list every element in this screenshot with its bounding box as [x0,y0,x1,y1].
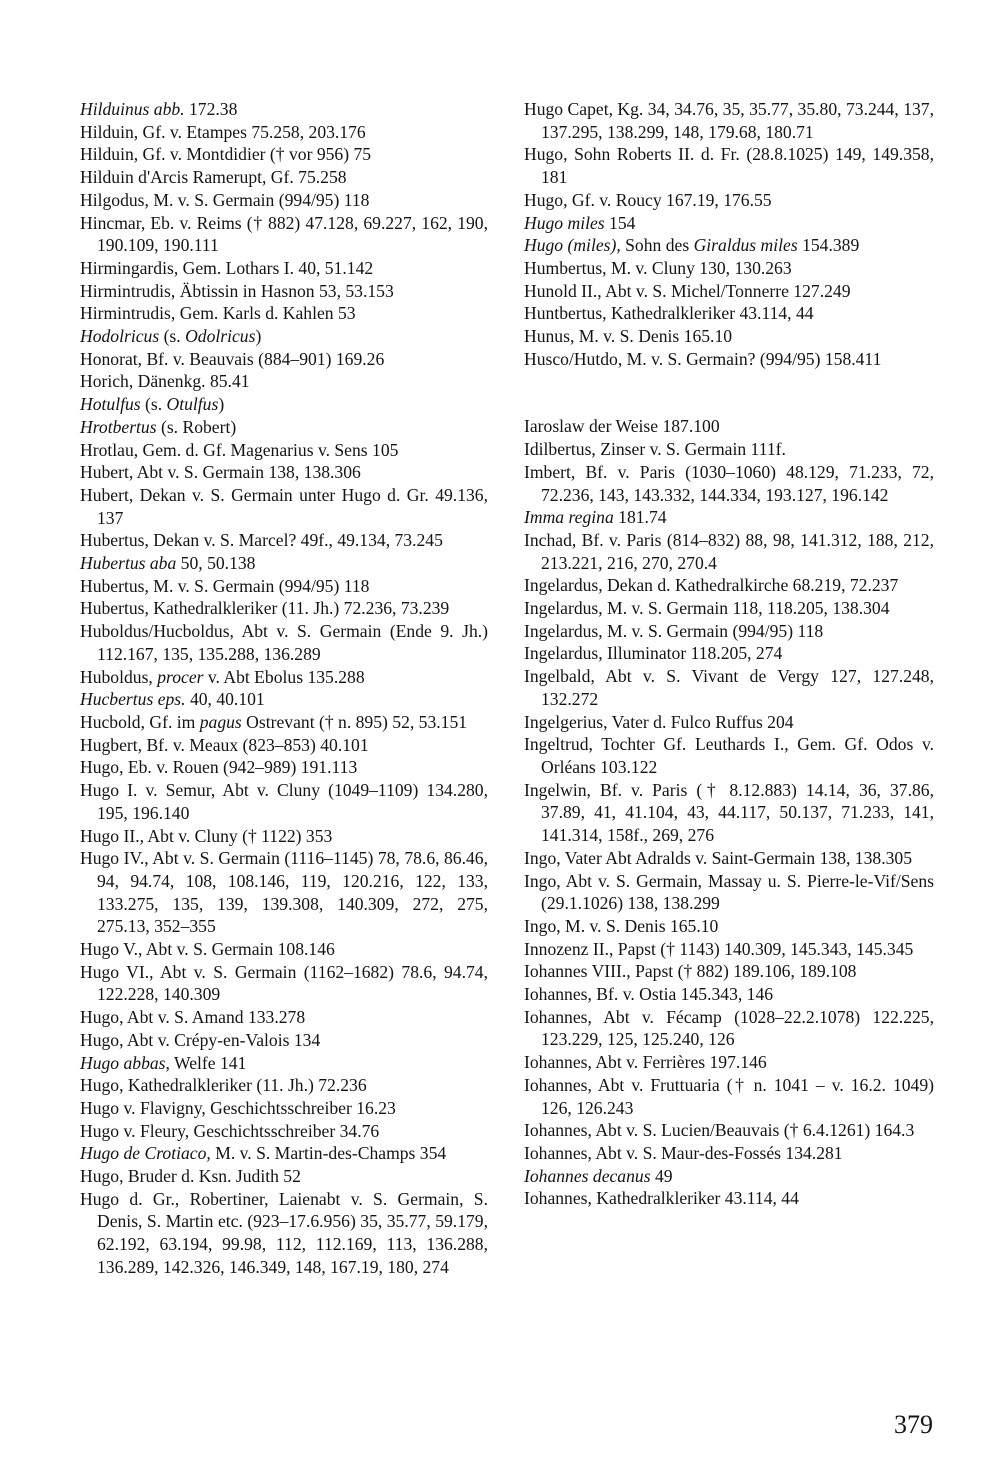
index-column-left [80,98,488,1279]
index-entry: Humbertus, M. v. Cluny 130, 130.263 [524,257,792,278]
index-entry: Iohannes, Abt v. S. Maur-des-Fossés 134.281 [524,1142,843,1163]
index-entry: Hugo VI., Abt v. S. Germain (1162–1682) 78.6, 94.74, 122.228, 140.309 [80,961,488,1005]
page-number: 379 [894,1410,933,1439]
index-entry: Hugo, Abt v. S. Amand 133.278 [80,1007,306,1028]
index-entry: Ingelardus, M. v. S. Germain 118, 118.205, 138.304 [524,598,890,619]
index-entry: Husco/Hutdo, M. v. S. Germain? (994/95) 158.411 [524,348,882,369]
index-entry: Ingo, Vater Abt Adralds v. Saint-Germain 138, 138.305 [524,847,912,868]
index-entry: Ingelgerius, Vater d. Fulco Ruffus 204 [524,711,794,732]
index-entry: Imma regina 181.74 [524,507,667,528]
index-entry: Hugbert, Bf. v. Meaux (823–853) 40.101 [80,734,369,755]
index-entry: Ingelardus, M. v. S. Germain (994/95) 118 [524,620,824,641]
index-entry: Hucbold, Gf. im pagus Ostrevant († n. 895) 52, 53.151 [80,711,468,732]
index-entry: Iohannes, Abt v. Ferrières 197.146 [524,1052,767,1073]
index-entry: Iaroslaw der Weise 187.100 [524,416,720,437]
index-entry: Iohannes, Abt v. Fécamp (1028–22.2.1078) 122.225, 123.229, 125, 125.240, 126 [524,1006,934,1050]
index-entry: Hugo d. Gr., Robertiner, Laienabt v. S. Germain, S. Denis, S. Martin etc. (923–17.6.956) 35, 35.77, 59.179, 62.192, 63.194, 99.98, 112, 112.169, 113, 136.288, 136.289, 142.326, 146.349, 148, 167.19, 180, 274 [80,1188,488,1277]
index-entry: Ingelardus, Illuminator 118.205, 274 [524,643,783,664]
index-entry: Honorat, Bf. v. Beauvais (884–901) 169.26 [80,348,385,369]
index-entry: Inchad, Bf. v. Paris (814–832) 88, 98, 141.312, 188, 212, 213.221, 216, 270, 270.4 [524,529,934,573]
index-entry: Ingelardus, Dekan d. Kathedralkirche 68.219, 72.237 [524,575,899,596]
index-entry: Hugo v. Flavigny, Geschichtsschreiber 16.23 [80,1097,396,1118]
index-entry: Huboldus, procer v. Abt Ebolus 135.288 [80,666,365,687]
index-entry: Hugo miles 154 [524,212,636,233]
index-entry: Hugo Capet, Kg. 34, 34.76, 35, 35.77, 35.80, 73.244, 137, 137.295, 138.299, 148, 179.68, 180.71 [524,99,934,142]
index-entry: Ingelbald, Abt v. S. Vivant de Vergy 127, 127.248, 132.272 [524,666,934,709]
index-entry: Hugo, Gf. v. Roucy 167.19, 176.55 [524,189,772,210]
index-entry: Hugo, Bruder d. Ksn. Judith 52 [80,1166,301,1187]
index-entry: Hubertus, M. v. S. Germain (994/95) 118 [80,575,370,596]
index-entry: Hunus, M. v. S. Denis 165.10 [524,326,733,347]
index-entry: Idilbertus, Zinser v. S. Germain 111f. [524,439,786,460]
index-entry: Iohannes, Abt v. S. Lucien/Beauvais († 6.4.1261) 164.3 [524,1120,915,1141]
index-entry: Iohannes, Kathedralkleriker 43.114, 44 [524,1188,799,1209]
index-entry: Iohannes decanus 49 [524,1165,673,1186]
index-entry: Hilgodus, M. v. S. Germain (994/95) 118 [80,189,370,210]
index-entry: Hrotlau, Gem. d. Gf. Magenarius v. Sens 105 [80,439,399,460]
index-entry: Hucbertus eps. 40, 40.101 [80,689,265,710]
index-entry: Hunold II., Abt v. S. Michel/Tonnerre 127.249 [524,280,851,301]
index-entry: Hirmingardis, Gem. Lothars I. 40, 51.142 [80,257,374,278]
index-entry: Imbert, Bf. v. Paris (1030–1060) 48.129, 71.233, 72, 72.236, 143, 143.332, 144.334, 193.127, 196.142 [524,461,934,505]
index-entry: Hugo, Abt v. Crépy-en-Valois 134 [80,1029,321,1050]
index-entry: Hubertus, Kathedralkleriker (11. Jh.) 72.236, 73.239 [80,598,450,619]
index-entry: Hotulfus (s. Otulfus) [80,394,225,415]
index-entry: Hugo v. Fleury, Geschichtsschreiber 34.76 [80,1120,380,1141]
index-entry: Hubert, Abt v. S. Germain 138, 138.306 [80,462,361,483]
index-entry: Ingo, M. v. S. Denis 165.10 [524,915,719,936]
index-entry: Iohannes, Abt v. Fruttuaria († n. 1041 – v. 16.2. 1049) 126, 126.243 [524,1074,934,1118]
index-entry: Hugo, Sohn Roberts II. d. Fr. (28.8.1025) 149, 149.358, 181 [524,144,934,188]
index-entry: Horich, Dänenkg. 85.41 [80,371,250,392]
index-entry: Hincmar, Eb. v. Reims († 882) 47.128, 69.227, 162, 190, 190.109, 190.111 [80,212,488,256]
index-section-i [524,415,934,1210]
index-entry: Ingeltrud, Tochter Gf. Leuthards I., Gem. Gf. Odos v. Orléans 103.122 [524,734,934,777]
index-entry: Hubert, Dekan v. S. Germain unter Hugo d. Gr. 49.136, 137 [80,484,488,528]
index-column-right [524,98,934,1210]
index-section-h [524,98,934,370]
index-entry: Hugo, Kathedralkleriker (11. Jh.) 72.236 [80,1075,367,1096]
index-entry: Hirmintrudis, Äbtissin in Hasnon 53, 53.153 [80,280,394,301]
index-entry: Hodolricus (s. Odolricus) [80,326,262,347]
index-entry: Hugo de Crotiaco, M. v. S. Martin-des-Champs 354 [80,1143,447,1164]
index-entry: Hugo IV., Abt v. S. Germain (1116–1145) 78, 78.6, 86.46, 94, 94.74, 108, 108.146, 119, 120.216, 122, 133, 133.275, 135, 139, 139.308, 140.309, 272, 275, 275.13, 352–355 [80,848,488,937]
index-entry: Ingelwin, Bf. v. Paris († 8.12.883) 14.14, 36, 37.86, 37.89, 41, 41.104, 43, 44.117, 50.137, 71.233, 141, 141.314, 158f., 269, 276 [524,779,934,846]
index-entry: Hilduin, Gf. v. Etampes 75.258, 203.176 [80,121,366,142]
section-gap [524,370,934,415]
index-entry: Hilduinus abb. 172.38 [80,99,238,119]
index-entry: Hugo, Eb. v. Rouen (942–989) 191.113 [80,757,358,778]
index-entry: Hugo I. v. Semur, Abt v. Cluny (1049–1109) 134.280, 195, 196.140 [80,780,488,823]
index-entry: Hugo V., Abt v. S. Germain 108.146 [80,939,335,960]
index-entry: Hubertus, Dekan v. S. Marcel? 49f., 49.134, 73.245 [80,530,443,551]
index-entry: Ingo, Abt v. S. Germain, Massay u. S. Pierre-le-Vif/Sens (29.1.1026) 138, 138.299 [524,870,934,914]
index-entry: Hugo (miles), Sohn des Giraldus miles 154.389 [524,235,860,256]
index-entry: Hirmintrudis, Gem. Karls d. Kahlen 53 [80,303,356,324]
index-entry: Iohannes, Bf. v. Ostia 145.343, 146 [524,984,774,1005]
index-entry: Huntbertus, Kathedralkleriker 43.114, 44 [524,303,814,324]
index-entry: Iohannes VIII., Papst († 882) 189.106, 189.108 [524,961,857,982]
index-entry: Hubertus aba 50, 50.138 [80,553,256,574]
index-entry: Hugo abbas, Welfe 141 [80,1052,247,1073]
index-entry: Hilduin d'Arcis Ramerupt, Gf. 75.258 [80,167,347,188]
index-entry: Hilduin, Gf. v. Montdidier († vor 956) 75 [80,144,372,165]
index-entry: Innozenz II., Papst († 1143) 140.309, 145.343, 145.345 [524,938,914,959]
index-entry: Hugo II., Abt v. Cluny († 1122) 353 [80,825,333,846]
index-entry: Hrotbertus (s. Robert) [80,416,237,437]
index-entry: Huboldus/Hucboldus, Abt v. S. Germain (Ende 9. Jh.) 112.167, 135, 135.288, 136.289 [80,621,488,664]
